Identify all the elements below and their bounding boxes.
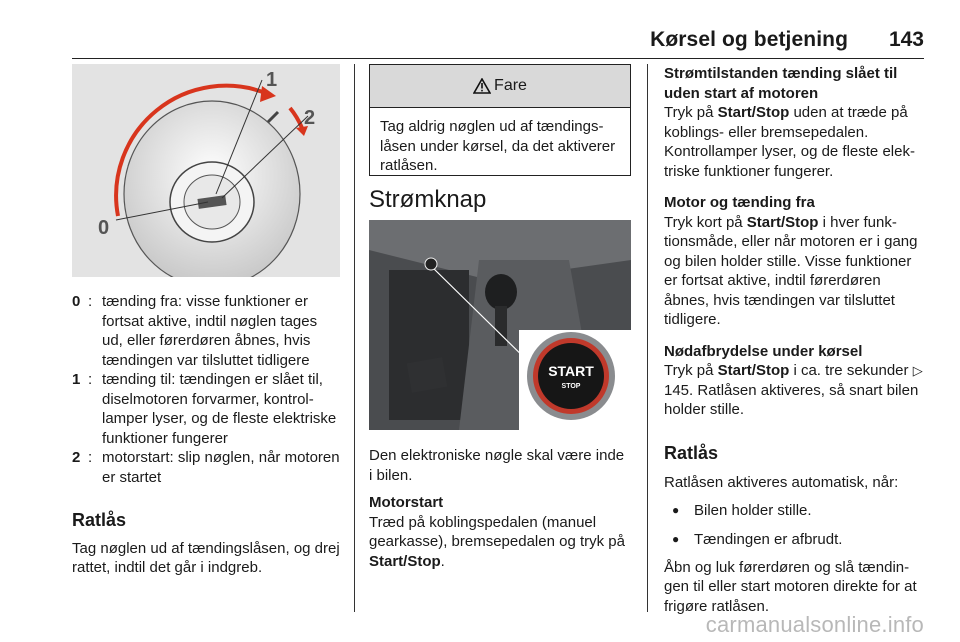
- gear-knob: [485, 274, 517, 310]
- steering-lock-paragraph: Tag nøglen ud af tændingslåsen, og drej rattet, indtil det går i indgreb.: [72, 539, 340, 576]
- start-stop-photo: [369, 220, 631, 430]
- warning-box: [369, 64, 631, 176]
- section-heading-steering-lock-2: Ratlås: [664, 442, 719, 463]
- subheading-engine-off: Motor og tænding fra: [664, 194, 815, 211]
- section-title-power-button: Strømknap: [369, 186, 487, 213]
- warning-header: [370, 65, 630, 108]
- header-divider: [72, 58, 924, 59]
- start-stop-ref: Start/Stop: [717, 362, 790, 379]
- position-key: 2: [72, 449, 81, 466]
- position-description: motorstart: slip nøglen, når motoren er startet: [102, 449, 340, 486]
- list-item: ● Bilen holder stille.: [664, 501, 928, 521]
- column-3-text: [664, 64, 928, 616]
- ignition-on-paragraph: Tryk på Start/Stop uden at træde på koblings- eller bremsepedalen. Kontrollamper lyser, og de fleste elektriske funktioner fungerer.: [664, 104, 915, 180]
- warning-text: Tag aldrig nøglen ud af tændingslåsen under kørsel, da det aktiverer ratlåsen.: [380, 118, 616, 174]
- subheading-ignition-on: Strømtilstanden tænding slået til uden start af motoren: [664, 65, 898, 102]
- ignition-positions-list: [72, 292, 342, 578]
- column-2-text: [369, 446, 631, 571]
- subheading-emergency-stop: Nødafbrydelse under kørsel: [664, 342, 863, 360]
- position-key: 0: [72, 293, 81, 310]
- button-label-start: START: [548, 363, 594, 379]
- section-heading-steering-lock: Ratlås: [72, 510, 127, 530]
- page-ref-arrow-icon[interactable]: ▷: [912, 363, 923, 378]
- position-item: 2 : motorstart: slip nøglen, når motoren er startet: [72, 448, 342, 487]
- position-description: tænding til: tændingen er slået til, diselmotoren forvarmer, kontrollamper lyser, og de fleste elektriske funktioner fungerer: [102, 371, 337, 447]
- warning-title: Fare: [494, 77, 527, 94]
- motorstart-paragraph: Træd på koblingspedalen (manuel gearkasse), bremsepedalen og tryk på Start/Stop.: [369, 513, 625, 570]
- figure-label-2: 2: [304, 107, 316, 129]
- release-lock-paragraph: Åbn og luk førerdøren og slå tændingen til eller start motoren direkte for at frigøre ratlåsen.: [664, 558, 917, 615]
- subheading-motorstart: Motorstart: [369, 494, 444, 511]
- emergency-stop-paragraph: Tryk på Start/Stop i ca. tre sekunder ▷ 145. Ratlåsen aktiveres, så snart bilen holder stille.: [664, 362, 923, 418]
- position-item: 1 : tænding til: tændingen er slået til, diselmotoren forvarmer, kontrollamper lyser, og de fleste elektriske funktioner fungerer: [72, 370, 342, 448]
- button-label-stop: STOP: [561, 383, 581, 390]
- position-description: tænding fra: visse funktioner er fortsat aktive, indtil nøglen tages ud, eller førerdøren åbnes, hvis tændingen var tilsluttet tidligere: [102, 293, 318, 369]
- start-stop-ref: Start/Stop: [717, 104, 790, 121]
- steering-lock-intro: Ratlåsen aktiveres automatisk, når:: [664, 474, 899, 491]
- steering-lock-conditions: [664, 501, 928, 550]
- page-number: 143: [888, 28, 924, 51]
- position-item: 0 : tænding fra: visse funktioner er fortsat aktive, indtil nøglen tages ud, eller førerdøren åbnes, hvis tændingen var tilsluttet tidligere: [72, 292, 342, 370]
- engine-off-paragraph: Tryk kort på Start/Stop i hver funktionsmåde, eller når motoren er i gang og bilen holder stille. Visse funktioner er fortsat aktive, indtil førerdøren åbnes, hvis tændingen var tilsluttet tidligere.: [664, 213, 918, 328]
- list-item: ● Tændingen er afbrudt.: [664, 530, 928, 550]
- figure-label-1: 1: [266, 69, 278, 91]
- key-inside-paragraph: Den elektroniske nøgle skal være inde i bilen.: [369, 447, 625, 484]
- position-key: 1: [72, 371, 81, 388]
- warning-triangle-icon: [473, 78, 491, 94]
- column-divider: [647, 64, 648, 612]
- start-stop-ref: Start/Stop: [369, 552, 441, 570]
- column-divider: [354, 64, 355, 612]
- start-stop-ref: Start/Stop: [746, 213, 819, 231]
- figure-label-0: 0: [98, 217, 110, 239]
- watermark: carmanualsonline.info: [705, 612, 924, 637]
- chapter-title: Kørsel og betjening: [650, 28, 848, 51]
- ignition-lock-illustration: [72, 64, 340, 277]
